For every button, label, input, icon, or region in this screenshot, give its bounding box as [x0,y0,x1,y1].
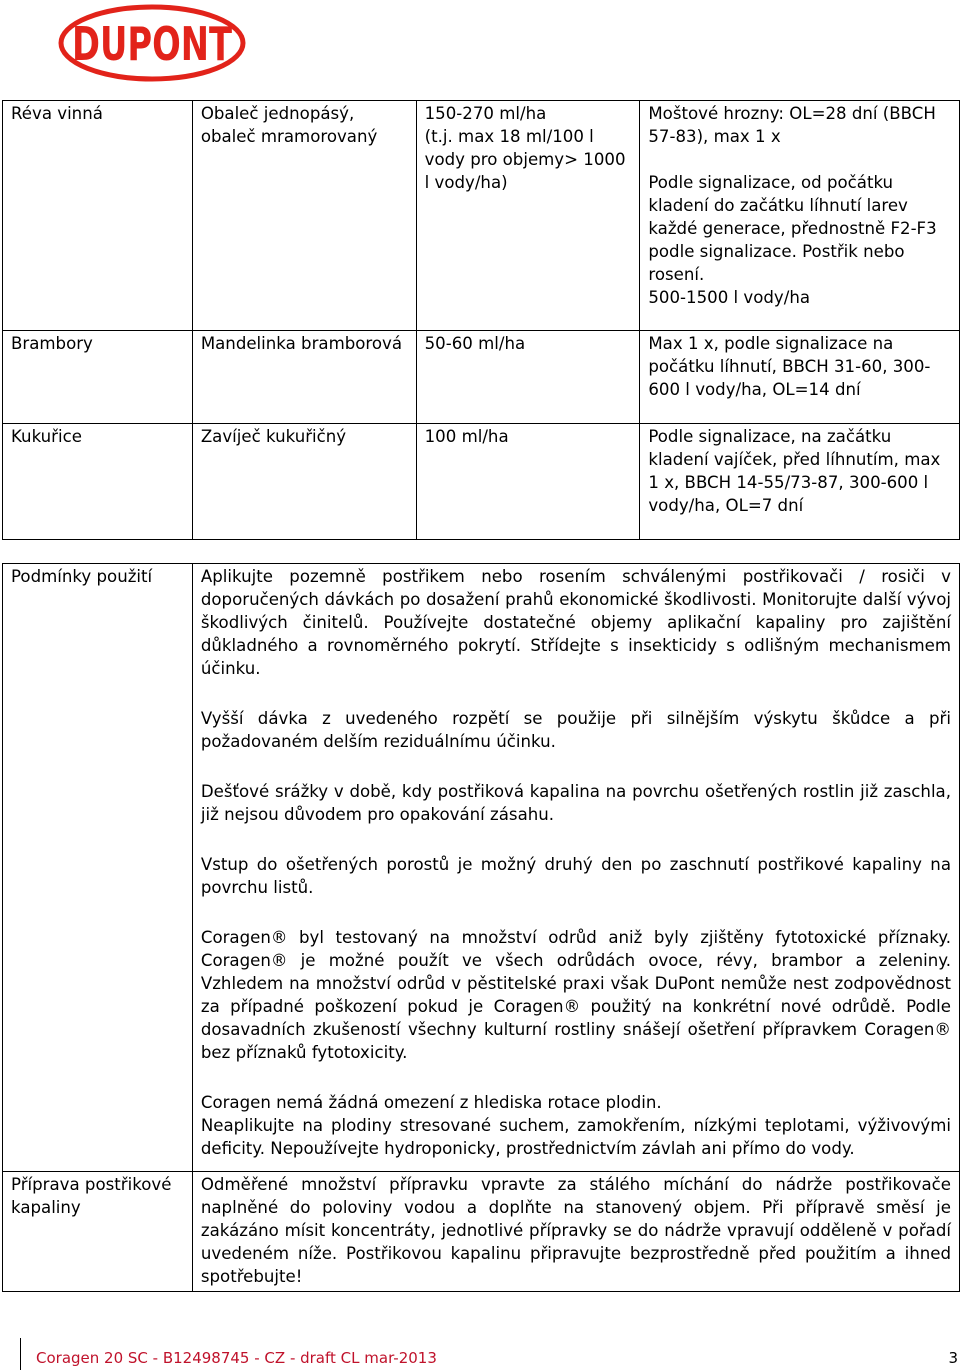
paragraph: Coragen® byl testovaný na množství odrůd aniž byly zjištěny fytotoxické příznaky. Coragen® je možné použít ve všech odrůdách ovoce, révy, brambor a zeleniny. Vzhledem na množství odrůd v pěstitelské praxi však DuPont nemůže nest zodpovědnost za případné poškození pokud je Coragen® použitý na konkrétní nové odrůdě. Podle dosavadních zkušeností všechny kulturní rostliny snášejí ošetření přípravkem Coragen® bez příznaků fytotoxicity. [200,928,951,1062]
dose-cell: 50-60 ml/ha [416,331,640,424]
note-cell: Moštové hrozny: OL=28 dní (BBCH 57-83), max 1 x Podle signalizace, od počátku kladení do začátku líhnutí larev každé generace, přednostně F2-F3 podle signalizace. Postřik nebo rosení. 500-1500 l vody/ha [640,101,960,331]
pest-cell: Obaleč jednopásý, obaleč mramorovaný [192,101,416,331]
paragraph: Aplikujte pozemně postřikem nebo rosením schválenými postřikovači / rosiči v doporučených dávkách po dosažení prahů ekonomické škodlivosti. Monitorujte další vývoj škodlivých činitelů. Používejte dostatečné objemy aplikační kapaliny pro zajištění důkladného a rovnoměrného pokrytí. Střídejte s insekticidy s odlišným mechanismem účinku. [200,567,951,678]
page-number: 3 [948,1349,958,1367]
dupont-logo [58,4,246,82]
note-cell: Podle signalizace, na začátku kladení vajíček, před líhnutím, max 1 x, BBCH 14-55/73-87, 300-600 l vody/ha, OL=7 dní [640,424,960,540]
table-row [3,1172,960,1292]
paragraph: Vyšší dávka z uvedeného rozpětí se použije při silnějším výskytu škůdce a při požadovaném delším reziduálnímu účinku. [200,709,951,751]
paragraph: Vstup do ošetřených porostů je možný druhý den po zaschnutí postřikové kapaliny na povrchu listů. [200,855,951,897]
footer-rule [20,1338,21,1370]
conditions-text [192,564,959,1172]
pest-cell: Mandelinka bramborová [192,331,416,424]
paragraph: Odměřené množství přípravku vpravte za stálého míchání do nádrže postřikovače naplněné do poloviny vodou a doplňte na stanovený objem. Při přípravě směsí je zakázáno mísit koncentráty, jednotlivé přípravky se do nádrže vpravují odděleně v pořadí uvedeném níže. Postřikovou kapalinu připravujte bezprostředně před použitím a ihned spotřebujte! [200,1175,951,1286]
dose-cell: 100 ml/ha [416,424,640,540]
crop-cell: Kukuřice [3,424,193,540]
paragraph: Dešťové srážky v době, kdy postřiková kapalina na povrchu ošetřených rostlin již zaschla, již nejsou důvodem pro opakování zásahu. [200,782,951,824]
preparation-label: Příprava postřikové kapaliny [3,1172,193,1292]
table-row [3,424,960,540]
footer-doc-id: Coragen 20 SC - B12498745 - CZ - draft CL mar-2013 [36,1349,437,1367]
crop-cell: Réva vinná [3,101,193,331]
logo-text: DUPONT [72,17,233,71]
table-row [3,331,960,424]
crop-dosage-table [2,100,960,540]
page-footer [20,1338,960,1372]
pest-cell: Zavíječ kukuřičný [192,424,416,540]
conditions-label: Podmínky použití [3,564,193,1172]
table-row [3,101,960,331]
table-row [3,564,960,1172]
dose-cell: 150-270 ml/ha (t.j. max 18 ml/100 l vody pro objemy> 1000 l vody/ha) [416,101,640,331]
crop-cell: Brambory [3,331,193,424]
paragraph: Coragen nemá žádná omezení z hlediska rotace plodin. [200,1093,662,1112]
note-cell: Max 1 x, podle signalizace na počátku líhnutí, BBCH 31-60, 300- 600 l vody/ha, OL=14 dní [640,331,960,424]
paragraph: Neaplikujte na plodiny stresované suchem, zamokřením, nízkými teplotami, výživovými deficity. Nepoužívejte hydroponicky, prostřednictvím závlah ani přímo do vody. [200,1116,951,1158]
conditions-table [2,563,960,1292]
preparation-text [192,1172,959,1292]
